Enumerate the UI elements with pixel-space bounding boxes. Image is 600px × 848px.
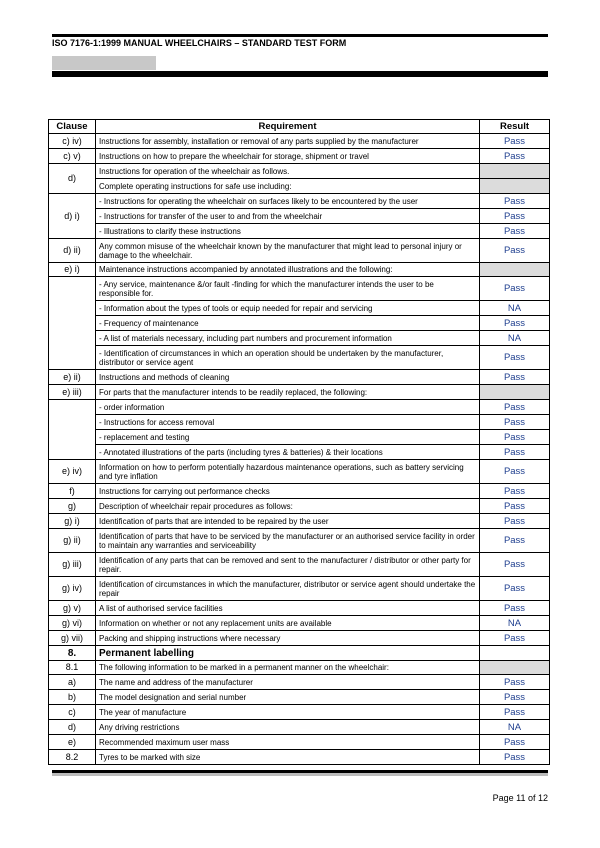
section-number: 8. [49, 646, 96, 661]
requirement-cell: - Instructions for access removal [96, 415, 480, 430]
requirement-cell: Any driving restrictions [96, 720, 480, 735]
requirement-cell: Instructions on how to prepare the wheelchair for storage, shipment or travel [96, 149, 480, 164]
requirement-cell: - Frequency of maintenance [96, 316, 480, 331]
result-cell: Pass [480, 499, 550, 514]
requirement-cell: Recommended maximum user mass [96, 735, 480, 750]
clause-cell: g) iv) [49, 577, 96, 601]
result-cell: Pass [480, 134, 550, 149]
table-row [49, 415, 550, 430]
requirement-cell: A list of authorised service facilities [96, 601, 480, 616]
result-cell: Pass [480, 149, 550, 164]
requirement-cell: Maintenance instructions accompanied by annotated illustrations and the following: [96, 263, 480, 277]
result-cell: Pass [480, 445, 550, 460]
clause-cell: g) iii) [49, 553, 96, 577]
table-row [49, 720, 550, 735]
header-rule-bottom [52, 71, 548, 77]
page-number: Page 11 of 12 [492, 793, 548, 803]
requirement-cell: Identification of parts that have to be serviced by the manufacturer or an authorised service facility in order to maintain any warranties and serviceability [96, 529, 480, 553]
requirement-cell: The year of manufacture [96, 705, 480, 720]
clause-cell: 8.1 [49, 661, 96, 675]
table-row [49, 164, 550, 179]
clause-cell: d) i) [49, 194, 96, 239]
requirement-cell: Instructions for operation of the wheelchair as follows. [96, 164, 480, 179]
table-row [49, 430, 550, 445]
clause-cell: e) ii) [49, 370, 96, 385]
table-row [49, 239, 550, 263]
result-cell: Pass [480, 514, 550, 529]
table-row [49, 735, 550, 750]
header-rule-top [52, 34, 548, 37]
result-cell: NA [480, 331, 550, 346]
table-row [49, 675, 550, 690]
result-cell: NA [480, 616, 550, 631]
requirement-cell: Identification of any parts that can be removed and sent to the manufacturer / distributor or other party for repair. [96, 553, 480, 577]
result-cell [480, 164, 550, 179]
footer-rule-shadow [52, 773, 548, 776]
table-row [49, 690, 550, 705]
clause-cell: d) [49, 720, 96, 735]
clause-cell: f) [49, 484, 96, 499]
requirement-cell: - order information [96, 400, 480, 415]
clause-cell: e) iii) [49, 385, 96, 400]
result-cell: Pass [480, 705, 550, 720]
table-row [49, 460, 550, 484]
table-row [49, 553, 550, 577]
result-header: Result [480, 120, 550, 134]
result-cell: Pass [480, 690, 550, 705]
clause-cell: c) v) [49, 149, 96, 164]
section-title: Permanent labelling [96, 646, 480, 661]
result-cell: Pass [480, 239, 550, 263]
table-row [49, 529, 550, 553]
table-row [49, 499, 550, 514]
clause-cell: g) vii) [49, 631, 96, 646]
requirement-cell: Complete operating instructions for safe use including: [96, 179, 480, 194]
table-row [49, 616, 550, 631]
result-cell: Pass [480, 430, 550, 445]
clause-cell: g) vi) [49, 616, 96, 631]
table-row [49, 179, 550, 194]
result-cell [480, 263, 550, 277]
result-cell: NA [480, 301, 550, 316]
table-row [49, 331, 550, 346]
clause-cell [49, 277, 96, 370]
table-row [49, 370, 550, 385]
requirements-table [48, 119, 550, 765]
requirement-cell: Instructions for carrying out performance checks [96, 484, 480, 499]
result-cell: Pass [480, 346, 550, 370]
table-row [49, 149, 550, 164]
result-cell: Pass [480, 316, 550, 331]
result-cell [480, 179, 550, 194]
clause-cell: 8.2 [49, 750, 96, 765]
table-row [49, 750, 550, 765]
table-row [49, 316, 550, 331]
requirement-cell: Any common misuse of the wheelchair known by the manufacturer that might lead to personal injury or damage to the wheelchair. [96, 239, 480, 263]
clause-cell: b) [49, 690, 96, 705]
result-cell: NA [480, 720, 550, 735]
result-cell: Pass [480, 460, 550, 484]
table-row [49, 514, 550, 529]
requirement-cell: The name and address of the manufacturer [96, 675, 480, 690]
redacted-block [52, 56, 156, 70]
clause-cell: d) [49, 164, 96, 194]
result-cell: Pass [480, 735, 550, 750]
requirement-cell: - Illustrations to clarify these instructions [96, 224, 480, 239]
requirement-cell: Tyres to be marked with size [96, 750, 480, 765]
result-cell: Pass [480, 553, 550, 577]
result-cell [480, 385, 550, 400]
requirement-header: Requirement [96, 120, 480, 134]
table-row [49, 194, 550, 209]
table-row [49, 224, 550, 239]
table-row [49, 400, 550, 415]
result-cell: Pass [480, 370, 550, 385]
requirement-cell: For parts that the manufacturer intends to be readily replaced, the following: [96, 385, 480, 400]
requirement-cell: - Instructions for transfer of the user to and from the wheelchair [96, 209, 480, 224]
clause-cell: g) i) [49, 514, 96, 529]
result-cell [480, 646, 550, 661]
table-row [49, 209, 550, 224]
clause-cell: d) ii) [49, 239, 96, 263]
result-cell: Pass [480, 631, 550, 646]
requirement-cell: Information on whether or not any replacement units are available [96, 616, 480, 631]
requirement-cell: - Information about the types of tools or equip needed for repair and servicing [96, 301, 480, 316]
table-row [49, 661, 550, 675]
result-cell: Pass [480, 675, 550, 690]
requirement-cell: Description of wheelchair repair procedures as follows: [96, 499, 480, 514]
table-row [49, 346, 550, 370]
clause-cell: g) ii) [49, 529, 96, 553]
result-cell: Pass [480, 194, 550, 209]
requirement-cell: Identification of circumstances in which the manufacturer, distributor or service agent should undertake the repair [96, 577, 480, 601]
clause-cell: e) [49, 735, 96, 750]
requirement-cell: Information on how to perform potentially hazardous maintenance operations, such as battery servicing and tyre inflation [96, 460, 480, 484]
section-row [49, 646, 550, 661]
clause-cell: g) v) [49, 601, 96, 616]
requirement-cell: - replacement and testing [96, 430, 480, 445]
table-row [49, 134, 550, 149]
requirement-cell: Instructions for assembly, installation or removal of any parts supplied by the manufacturer [96, 134, 480, 149]
table-header-row [49, 120, 550, 134]
requirement-cell: - Identification of circumstances in which an operation should be undertaken by the manufacturer, distributor or service agent [96, 346, 480, 370]
result-cell [480, 661, 550, 675]
clause-cell: c) iv) [49, 134, 96, 149]
table-row [49, 301, 550, 316]
result-cell: Pass [480, 224, 550, 239]
result-cell: Pass [480, 209, 550, 224]
table-row [49, 263, 550, 277]
result-cell: Pass [480, 750, 550, 765]
page-title: ISO 7176-1:1999 MANUAL WHEELCHAIRS – STANDARD TEST FORM [52, 38, 347, 48]
result-cell: Pass [480, 277, 550, 301]
clause-cell: c) [49, 705, 96, 720]
requirement-cell: Instructions and methods of cleaning [96, 370, 480, 385]
result-cell: Pass [480, 601, 550, 616]
clause-cell: a) [49, 675, 96, 690]
result-cell: Pass [480, 484, 550, 499]
requirement-cell: - Any service, maintenance &/or fault -finding for which the manufacturer intends the user to be responsible for. [96, 277, 480, 301]
clause-cell: g) [49, 499, 96, 514]
result-cell: Pass [480, 529, 550, 553]
clause-cell: e) i) [49, 263, 96, 277]
result-cell: Pass [480, 400, 550, 415]
clause-header: Clause [49, 120, 96, 134]
result-cell: Pass [480, 577, 550, 601]
table-row [49, 577, 550, 601]
table-row [49, 705, 550, 720]
requirement-cell: - A list of materials necessary, including part numbers and procurement information [96, 331, 480, 346]
requirement-cell: - Instructions for operating the wheelchair on surfaces likely to be encountered by the user [96, 194, 480, 209]
table-row [49, 484, 550, 499]
table-row [49, 631, 550, 646]
requirement-cell: The following information to be marked in a permanent manner on the wheelchair: [96, 661, 480, 675]
requirement-cell: - Annotated illustrations of the parts (including tyres & batteries) & their locations [96, 445, 480, 460]
table-row [49, 445, 550, 460]
table-row [49, 277, 550, 301]
requirement-cell: The model designation and serial number [96, 690, 480, 705]
requirement-cell: Packing and shipping instructions where necessary [96, 631, 480, 646]
clause-cell [49, 400, 96, 460]
requirement-cell: Identification of parts that are intended to be repaired by the user [96, 514, 480, 529]
table-row [49, 385, 550, 400]
result-cell: Pass [480, 415, 550, 430]
clause-cell: e) iv) [49, 460, 96, 484]
table-row [49, 601, 550, 616]
